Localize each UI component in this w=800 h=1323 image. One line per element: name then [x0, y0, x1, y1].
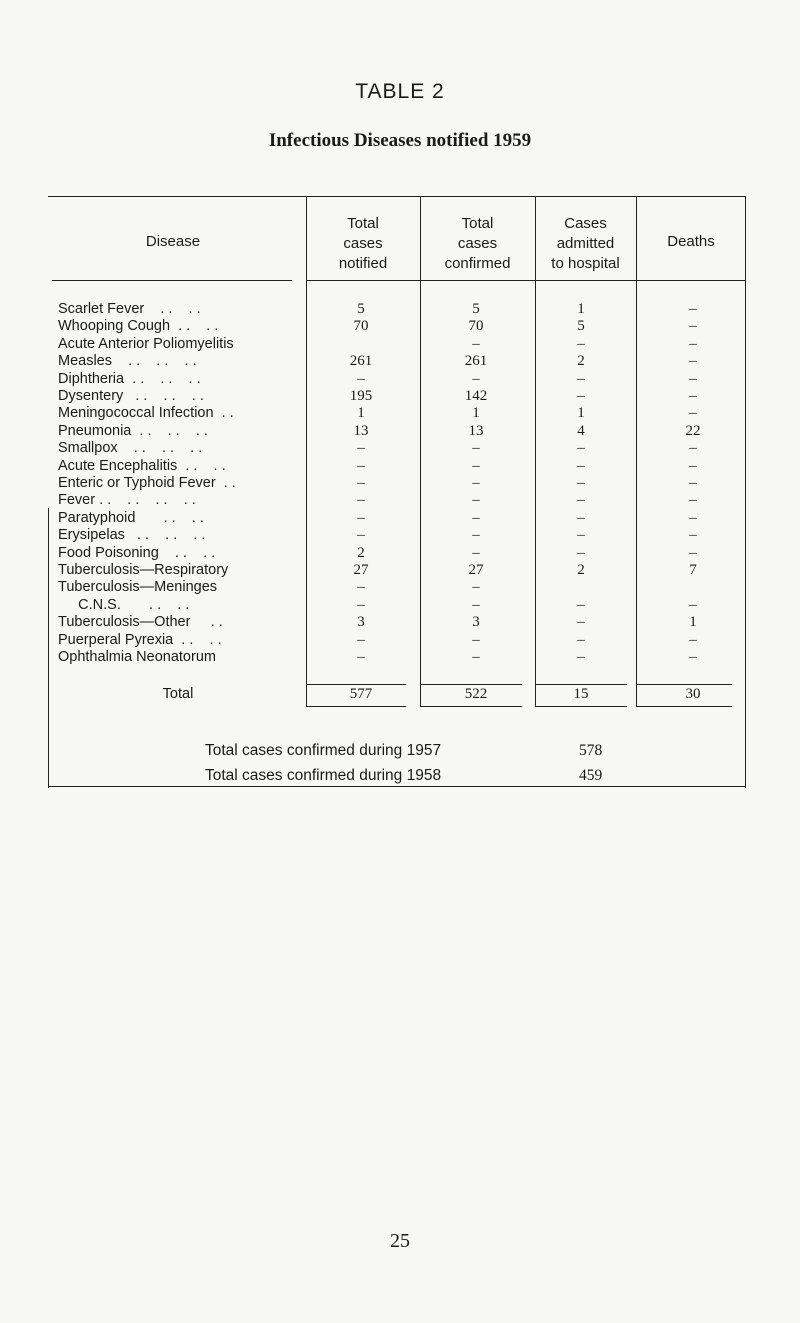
- table-row: [58, 597, 746, 614]
- table-row: [58, 405, 746, 422]
- cell-deaths: 22: [685, 422, 701, 439]
- cell-confirmed: 13: [468, 422, 484, 439]
- cell-deaths: 7: [689, 562, 697, 578]
- cell-confirmed: –: [472, 579, 480, 596]
- table-row: [58, 318, 746, 335]
- cell-admitted: 2: [577, 562, 585, 578]
- header-line: Cases: [564, 215, 607, 232]
- total-row: [58, 686, 746, 703]
- cell-notified: 3: [357, 614, 365, 631]
- cell-admitted: 5: [577, 318, 585, 335]
- cell-admitted: 4: [577, 422, 585, 439]
- disease-name: Acute Anterior Poliomyelitis: [58, 335, 234, 352]
- cell-deaths: –: [689, 527, 697, 544]
- cell-confirmed: –: [472, 440, 480, 457]
- total-rule: [306, 706, 406, 707]
- cell-admitted: –: [577, 544, 585, 561]
- table-bottom-border: [48, 786, 746, 787]
- table-row: [58, 562, 746, 579]
- cell-deaths: –: [689, 388, 697, 404]
- cell-confirmed: –: [472, 509, 480, 526]
- cell-notified: –: [357, 579, 365, 596]
- cell-admitted: 1: [577, 301, 585, 317]
- table-row: [58, 423, 746, 440]
- cell-confirmed: 3: [472, 614, 480, 631]
- header-admitted-to-hospital: [535, 214, 636, 274]
- cell-notified: –: [357, 631, 365, 648]
- table-row: [58, 371, 746, 388]
- cell-notified: 70: [353, 318, 369, 335]
- page-number: 25: [390, 1230, 410, 1252]
- cell-notified: 261: [349, 353, 373, 370]
- cell-admitted: –: [577, 475, 585, 491]
- cell-notified: –: [357, 370, 365, 387]
- cell-deaths: –: [689, 335, 697, 352]
- disease-name: Pneumonia . . . . . .: [58, 422, 208, 439]
- cell-admitted: –: [577, 335, 585, 352]
- cell-notified: 1: [357, 405, 365, 422]
- total-rule: [636, 684, 732, 685]
- cell-deaths: –: [689, 631, 697, 648]
- disease-name: Measles . . . . . .: [58, 353, 197, 370]
- cell-notified: –: [357, 527, 365, 544]
- table-row: [58, 301, 746, 318]
- total-rule: [420, 706, 522, 707]
- cell-admitted: –: [577, 631, 585, 648]
- cell-confirmed: –: [472, 335, 480, 352]
- cell-notified: 2: [357, 544, 365, 561]
- cell-confirmed: 70: [468, 318, 484, 335]
- cell-confirmed: –: [472, 475, 480, 491]
- header-total-confirmed: [420, 214, 535, 274]
- header-line: cases: [343, 235, 383, 252]
- total-notified: 577: [349, 686, 373, 702]
- table-row: [58, 614, 746, 631]
- disease-name: Smallpox . . . . . .: [58, 440, 203, 457]
- footer-value: 578: [579, 742, 603, 759]
- header-rule: [52, 280, 292, 281]
- table-row: [58, 510, 746, 527]
- disease-name: Tuberculosis—Meninges: [58, 579, 218, 596]
- cell-deaths: –: [689, 475, 697, 491]
- disease-name: Acute Encephalitis . . . .: [58, 457, 226, 474]
- cell-notified: 195: [349, 388, 373, 404]
- total-deaths: 30: [685, 686, 701, 702]
- cell-notified: 13: [353, 422, 369, 439]
- disease-name: Paratyphoid . . . .: [58, 509, 204, 526]
- total-rule: [306, 684, 406, 685]
- disease-name: Food Poisoning . . . .: [58, 544, 216, 561]
- cell-confirmed: –: [472, 544, 480, 561]
- table-row: [58, 649, 746, 666]
- cell-confirmed: –: [472, 631, 480, 648]
- table-top-border: [48, 196, 746, 197]
- cell-confirmed: –: [472, 492, 480, 509]
- disease-name: Erysipelas . . . . . .: [58, 527, 206, 544]
- cell-confirmed: 5: [472, 301, 480, 317]
- cell-notified: –: [357, 440, 365, 457]
- cell-deaths: –: [689, 457, 697, 474]
- header-total-notified: [306, 214, 420, 274]
- cell-confirmed: 27: [468, 562, 484, 578]
- cell-confirmed: –: [472, 370, 480, 387]
- cell-deaths: 1: [689, 614, 697, 631]
- cell-deaths: –: [689, 544, 697, 561]
- footer-text: Total cases confirmed during 1957: [205, 742, 442, 759]
- cell-deaths: –: [689, 353, 697, 370]
- disease-name: Tuberculosis—Other . .: [58, 614, 223, 631]
- cell-notified: 5: [357, 301, 365, 317]
- footer-text: Total cases confirmed during 1958: [205, 767, 442, 784]
- cell-deaths: –: [689, 596, 697, 613]
- header-line: notified: [338, 255, 388, 272]
- total-rule: [420, 684, 522, 685]
- total-rule: [535, 684, 627, 685]
- cell-admitted: –: [577, 649, 585, 665]
- disease-name: C.N.S. . . . .: [58, 596, 190, 613]
- cell-admitted: –: [577, 457, 585, 474]
- table-row: [58, 458, 746, 475]
- total-label: Total: [162, 686, 194, 702]
- disease-name: Scarlet Fever . . . .: [58, 301, 201, 317]
- header-line: to hospital: [551, 255, 620, 272]
- cell-deaths: –: [689, 509, 697, 526]
- header-line: Total: [461, 215, 494, 232]
- header-rule: [306, 280, 746, 281]
- header-line: Total: [347, 215, 379, 232]
- table-left-border: [48, 508, 49, 788]
- table-row: [58, 336, 746, 353]
- cell-deaths: –: [689, 405, 697, 422]
- disease-name: Whooping Cough . . . .: [58, 318, 219, 335]
- cell-notified: –: [357, 492, 365, 509]
- disease-name: Diphtheria . . . . . .: [58, 370, 201, 387]
- cell-deaths: –: [689, 318, 697, 335]
- cell-admitted: –: [577, 614, 585, 631]
- cell-confirmed: –: [472, 457, 480, 474]
- total-rule: [535, 706, 627, 707]
- table-row: [58, 492, 746, 509]
- disease-name: Meningococcal Infection . .: [58, 405, 234, 422]
- table-row: [58, 388, 746, 405]
- cell-admitted: –: [577, 527, 585, 544]
- cell-notified: –: [357, 457, 365, 474]
- cell-admitted: –: [577, 596, 585, 613]
- cell-deaths: –: [689, 301, 697, 317]
- disease-name: Puerperal Pyrexia . . . .: [58, 631, 222, 648]
- table-row: [58, 632, 746, 649]
- cell-admitted: 1: [577, 405, 585, 422]
- cell-notified: –: [357, 509, 365, 526]
- cell-confirmed: –: [472, 649, 480, 665]
- header-deaths: Deaths: [667, 233, 715, 250]
- cell-deaths: –: [689, 440, 697, 457]
- disease-name: Ophthalmia Neonatorum: [58, 649, 216, 665]
- page-title: TABLE 2: [355, 80, 445, 103]
- table-row: [58, 579, 746, 596]
- cell-confirmed: 261: [464, 353, 488, 370]
- cell-admitted: 2: [577, 353, 585, 370]
- cell-admitted: –: [577, 388, 585, 404]
- header-line: cases: [457, 235, 498, 252]
- cell-notified: –: [357, 649, 365, 665]
- cell-deaths: –: [689, 370, 697, 387]
- cell-deaths: –: [689, 492, 697, 509]
- cell-notified: –: [357, 596, 365, 613]
- header-disease: Disease: [145, 233, 201, 250]
- disease-name: Fever . . . . . . . .: [58, 492, 196, 509]
- cell-confirmed: –: [472, 596, 480, 613]
- page-subtitle: Infectious Diseases notified 1959: [268, 130, 532, 151]
- cell-admitted: –: [577, 492, 585, 509]
- total-rule: [636, 706, 732, 707]
- header-line: admitted: [556, 235, 615, 252]
- cell-notified: 27: [353, 562, 369, 578]
- header-line: confirmed: [444, 255, 511, 272]
- table-row: [58, 545, 746, 562]
- disease-name: Dysentery . . . . . .: [58, 388, 204, 404]
- cell-deaths: –: [689, 649, 697, 665]
- cell-confirmed: –: [472, 527, 480, 544]
- table-row: [58, 440, 746, 457]
- table-row: [58, 475, 746, 492]
- cell-admitted: –: [577, 370, 585, 387]
- disease-name: Tuberculosis—Respiratory: [58, 562, 229, 578]
- disease-name: Enteric or Typhoid Fever . .: [58, 475, 236, 491]
- total-admitted: 15: [573, 686, 589, 702]
- table-row: [58, 353, 746, 370]
- cell-notified: –: [357, 475, 365, 491]
- cell-confirmed: 142: [464, 388, 488, 404]
- cell-confirmed: 1: [472, 405, 480, 422]
- total-confirmed: 522: [464, 686, 488, 702]
- cell-admitted: –: [577, 509, 585, 526]
- table-row: [58, 527, 746, 544]
- disease-table: [48, 196, 746, 788]
- footer-value: 459: [579, 767, 603, 784]
- cell-admitted: –: [577, 440, 585, 457]
